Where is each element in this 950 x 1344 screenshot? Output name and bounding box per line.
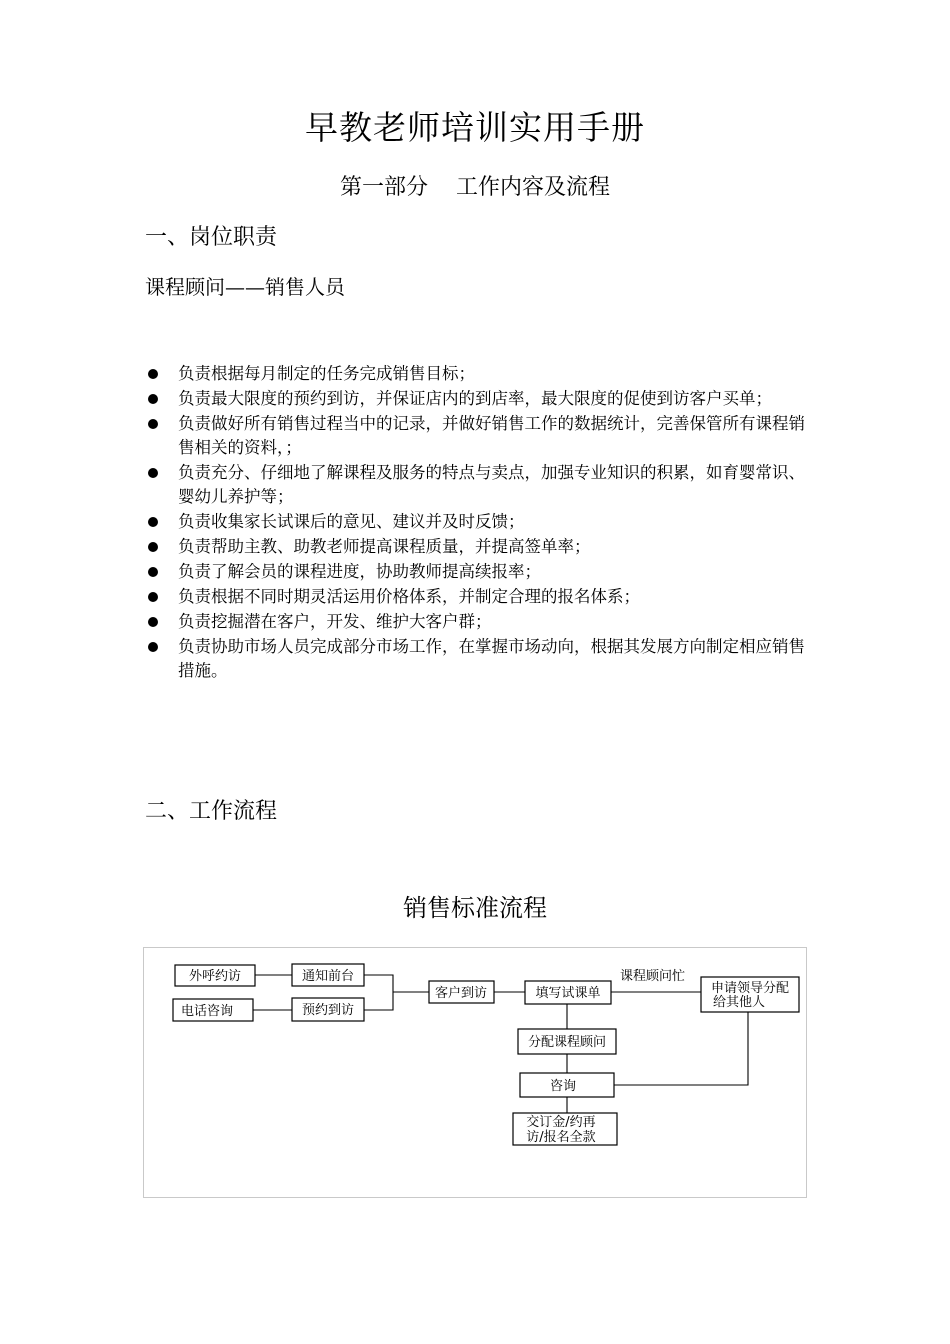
bullet-icon	[148, 419, 158, 429]
list-item	[145, 560, 810, 584]
bullet-icon	[148, 468, 158, 478]
bullet-icon	[148, 517, 158, 527]
list-item	[145, 535, 810, 559]
duty-text: 负责挖掘潜在客户，开发、维护大客户群；	[178, 612, 492, 631]
node-outbound-call	[175, 965, 255, 986]
duty-text: 负责最大限度的预约到访，并保证店内的到店率，最大限度的促使到访客户买单；	[178, 389, 772, 408]
edge-request-to-consult	[614, 1012, 748, 1085]
node-book-visit	[292, 998, 364, 1021]
node-label-line1: 申请领导分配	[710, 981, 790, 996]
node-label: 电话咨询	[180, 1004, 234, 1019]
duty-text: 负责协助市场人员完成部分市场工作，在掌握市场动向，根据其发展方向制定相应销售措施。	[178, 637, 805, 680]
node-label-line1: 交订金/约再	[526, 1115, 596, 1130]
duty-text: 负责根据每月制定的任务完成销售目标；	[178, 364, 475, 383]
bullet-icon	[148, 592, 158, 602]
flowchart	[144, 948, 808, 1199]
node-fill-trial-form	[525, 981, 611, 1004]
node-label: 外呼约访	[188, 969, 242, 984]
node-label: 咨询	[549, 1079, 577, 1094]
bullet-icon	[148, 642, 158, 652]
list-item	[145, 362, 810, 386]
node-assign-consultant	[518, 1029, 616, 1054]
node-request-reassign	[701, 977, 799, 1012]
flow-title: 销售标准流程	[403, 894, 547, 922]
section-heading-duties: 一、岗位职责	[145, 225, 278, 250]
role-heading: 课程顾问——销售人员	[145, 275, 345, 299]
node-consultation	[520, 1073, 614, 1097]
node-phone-inquiry	[173, 999, 253, 1021]
node-label-line2: 给其他人	[712, 995, 766, 1010]
section-heading-workflow: 二、工作流程	[145, 799, 278, 824]
list-item	[145, 635, 810, 683]
list-item	[145, 610, 810, 634]
document-title: 早教老师培训实用手册	[305, 108, 645, 147]
node-label-line2: 访/报名全款	[526, 1130, 596, 1145]
node-label: 客户到访	[434, 986, 488, 1001]
node-notify-front-desk	[292, 964, 364, 986]
node-label: 填写试课单	[535, 986, 601, 1001]
list-item	[145, 387, 810, 411]
duty-text: 负责收集家长试课后的意见、建议并及时反馈；	[178, 512, 525, 531]
list-item	[145, 585, 810, 609]
bullet-icon	[148, 567, 158, 577]
edge-merge-bracket	[364, 975, 393, 1010]
document-subtitle: 第一部分 工作内容及流程	[340, 175, 610, 200]
node-outcome	[513, 1113, 617, 1145]
node-label: 预约到访	[301, 1003, 355, 1018]
flowchart-frame	[143, 947, 807, 1198]
node-customer-arrival	[429, 981, 494, 1003]
bullet-icon	[148, 617, 158, 627]
duty-text: 负责充分、仔细地了解课程及服务的特点与卖点，加强专业知识的积累，如育婴常识、婴幼儿养护等；	[178, 463, 805, 506]
bullet-icon	[148, 369, 158, 379]
list-item	[145, 412, 810, 460]
list-item	[145, 510, 810, 534]
node-label: 通知前台	[301, 969, 355, 984]
node-label: 分配课程顾问	[527, 1035, 607, 1050]
list-item	[145, 461, 810, 509]
duty-text: 负责了解会员的课程进度，协助教师提高续报率；	[178, 562, 541, 581]
duties-list	[145, 362, 810, 684]
flow-connectors	[253, 975, 748, 1113]
bullet-icon	[148, 394, 158, 404]
duty-text: 负责做好所有销售过程当中的记录，并做好销售工作的数据统计，完善保管所有课程销售相关的资料，；	[178, 414, 805, 457]
duty-text: 负责根据不同时期灵活运用价格体系，并制定合理的报名体系；	[178, 587, 640, 606]
consultant-busy-label: 课程顾问忙	[620, 969, 686, 984]
bullet-icon	[148, 542, 158, 552]
duty-text: 负责帮助主教、助教老师提高课程质量，并提高签单率；	[178, 537, 591, 556]
